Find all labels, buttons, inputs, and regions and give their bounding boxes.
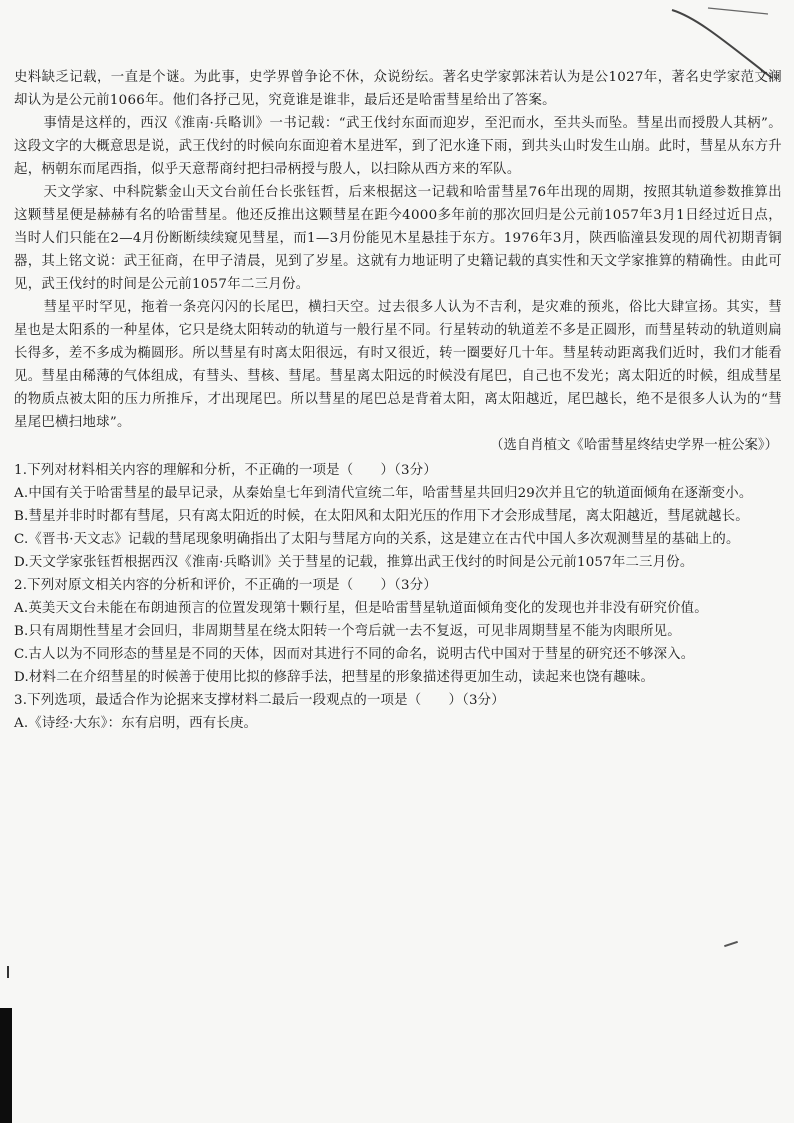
passage-paragraph-4: 彗星平时罕见，拖着一条亮闪闪的长尾巴，横扫天空。过去很多人认为不吉利，是灾难的预兆，俗比大肆宣扬。其实，彗星也是太阳系的一种星体，它只是绕太阳转动的轨道与一般行星不同。行星转动的轨道差不多是正圆形，而彗星转动的轨道则扁长得多，差不多成为椭圆形。所以彗星有时离太阳很远，有时又很近，转一圈要好几十年。彗星转动距离我们近时，我们才能看见。彗星由稀薄的气体组成，有彗头、彗核、彗尾。彗星离太阳远的时候没有尾巴，自己也不发光；离太阳近的时候，组成彗星的物质点被太阳的压力所推斥，才出现尾巴。所以彗星的尾巴总是背着太阳，离太阳越近，尾巴越长，绝不是很多人认为的“彗星尾巴横扫地球”。 — [14, 300, 782, 430]
question-stem: 3.下列选项，最适合作为论据来支撑材料二最后一段观点的一项是（ ）（3分） — [14, 693, 505, 708]
question-stem: 1.下列对材料相关内容的理解和分析，不正确的一项是（ ）（3分） — [14, 463, 437, 478]
question-option: D.天文学家张钰哲根据西汉《淮南·兵略训》关于彗星的记载，推算出武王伐纣的时间是公元前1057年二三月份。 — [14, 555, 694, 570]
question-stem: 2.下列对原文相关内容的分析和评价，不正确的一项是（ ）（3分） — [14, 578, 437, 593]
question-option: C.《晋书·天文志》记载的彗尾现象明确指出了太阳与彗尾方向的关系，这是建立在古代中国人多次观测彗星的基础上的。 — [14, 532, 740, 547]
question-option: A.英美天文台未能在布朗迪预言的位置发现第十颗行星，但是哈雷彗星轨道面倾角变化的发现也并非没有研究价值。 — [14, 601, 708, 616]
question-option: A.中国有关于哈雷彗星的最早记录，从秦始皇七年到清代宣统二年，哈雷彗星共回归29次并且它的轨道面倾角在逐渐变小。 — [14, 486, 753, 501]
question-option: D.材料二在介绍彗星的时候善于使用比拟的修辞手法，把彗星的形象描述得更加生动，读起来也饶有趣味。 — [14, 670, 655, 685]
scan-edge-shadow — [0, 1008, 12, 1123]
question-option: C.古人以为不同形态的彗星是不同的天体，因而对其进行不同的命名，说明古代中国对于彗星的研究还不够深入。 — [14, 647, 695, 662]
passage-source: （选自肖植文《哈雷彗星终结史学界一桩公案》） — [490, 438, 778, 453]
question-2 — [14, 574, 782, 689]
question-option: B.只有周期性彗星才会回归，非周期彗星在绕太阳转一个弯后就一去不复返，可见非周期彗星不能为肉眼所见。 — [14, 624, 681, 639]
passage-paragraph-1: 史料缺乏记载，一直是个谜。为此事，史学界曾争论不休，众说纷纭。著名史学家郭沫若认为是公1027年，著名史学家范文澜却认为是公元前1066年。他们各抒己见，究竟谁是谁非，最后还是哈雷彗星给出了答案。 — [14, 70, 782, 108]
document-body — [14, 66, 782, 735]
question-1 — [14, 459, 782, 574]
scan-artifact-mark — [724, 941, 738, 947]
question-3 — [14, 689, 782, 735]
passage-paragraph-2: 事情是这样的，西汉《淮南·兵略训》一书记载：“武王伐纣东面而迎岁，至汜而水，至共头而坠。彗星出而授殷人其柄”。这段文字的大概意思是说，武王伐纣的时候向东面迎着木星进军，到了汜水逢下雨，到共头山时发生山崩。此时，彗星从东方升起，柄朝东而尾西指，似乎天意帮商纣把扫帚柄授与殷人，以扫除从西方来的军队。 — [14, 116, 782, 177]
question-option: A.《诗经·大东》：东有启明，西有长庚。 — [14, 716, 258, 731]
scan-artifact-tick — [7, 966, 9, 978]
passage-paragraph-3: 天文学家、中科院紫金山天文台前任台长张钰哲，后来根据这一记载和哈雷彗星76年出现的周期，按照其轨道参数推算出这颗彗星便是赫赫有名的哈雷彗星。他还反推出这颗彗星在距今4000多年前的那次回归是公元前1057年3月1日经过近日点，当时人们只能在2—4月份断断续续窥见彗星，而1—3月份能见木星悬挂于东方。1976年3月，陕西临潼县发现的周代初期青铜器，其上铭文说：武王征商，在甲子清晨，见到了岁星。这就有力地证明了史籍记载的真实性和天文学家推算的精确性。由此可见，武王伐纣的时间是公元前1057年二三月份。 — [14, 185, 782, 292]
question-option: B.彗星并非时时都有彗尾，只有离太阳近的时候，在太阳风和太阳光压的作用下才会形成彗尾，离太阳越近，彗尾就越长。 — [14, 509, 749, 524]
